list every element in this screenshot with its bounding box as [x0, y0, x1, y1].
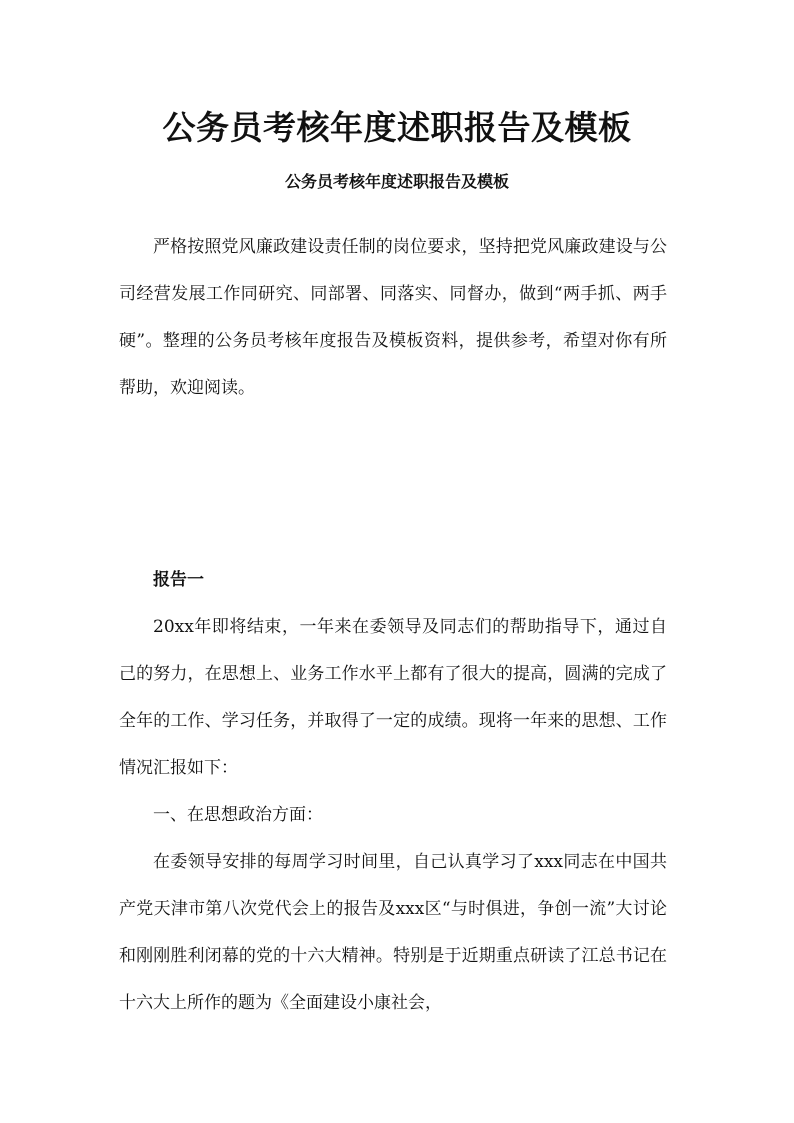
page-title: 公务员考核年度述职报告及模板 [162, 108, 632, 147]
report-one-heading: 报告一 [153, 570, 204, 590]
section-heading-political: 一、在思想政治方面： [153, 805, 323, 825]
intro-section [119, 224, 667, 412]
report-one-paragraph-2: 在委领导安排的每周学习时间里，自己认真学习了xxx同志在中国共产党天津市第八次党代会上的报告及xxx区“与时俱进，争创一流”大讨论和刚刚胜利闭幕的党的十六大精神。特别是于近期重点研读了江总书记在十六大上所作的题为《全面建设小康社会， [119, 852, 667, 1013]
report-one-paragraph-1: 20xx年即将结束，一年来在委领导及同志们的帮助指导下，通过自己的努力，在思想上、业务工作水平上都有了很大的提高，圆满的完成了全年的工作、学习任务，并取得了一定的成绩。现将一年来的思想、工作情况汇报如下： [119, 617, 667, 778]
report-one-section [119, 557, 667, 1027]
page-subtitle: 公务员考核年度述职报告及模板 [284, 172, 509, 191]
intro-paragraph: 严格按照党风廉政建设责任制的岗位要求，坚持把党风廉政建设与公司经营发展工作同研究、同部署、同落实、同督办，做到“两手抓、两手硬”。整理的公务员考核年度报告及模板资料，提供参考，希望对你有所帮助，欢迎阅读。 [119, 237, 667, 398]
